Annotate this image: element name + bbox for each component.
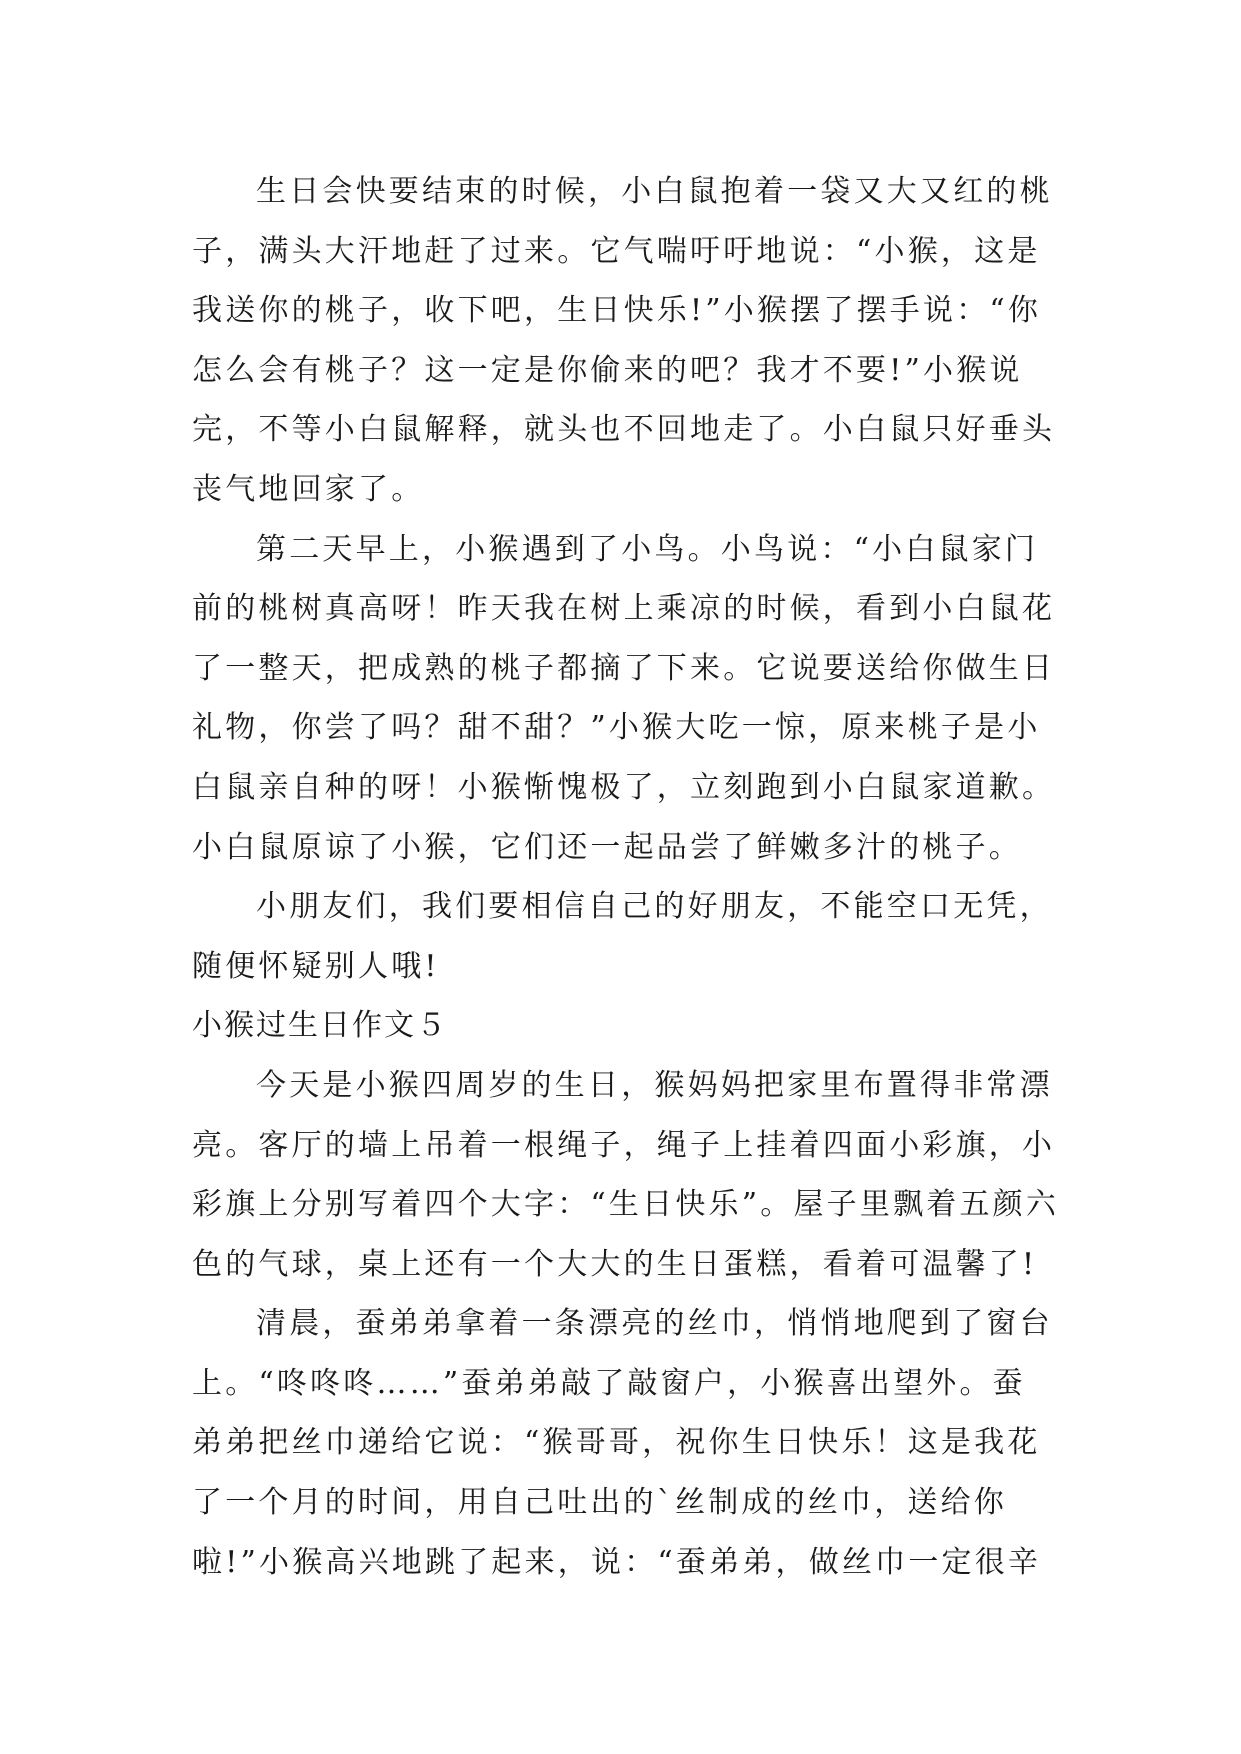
text-line: 子，满头大汗地赶了过来。它气喘吁吁地说：“小猴，这是	[192, 233, 1041, 269]
text-line: 第二天早上，小猴遇到了小鸟。小鸟说：“小白鼠家门	[256, 531, 1039, 567]
text-line: 我送你的桃子，收下吧，生日快乐!”小猴摆了摆手说：“你	[192, 293, 1042, 329]
text-line: 亮。客厅的墙上吊着一根绳子，绳子上挂着四面小彩旗，小	[192, 1127, 1056, 1163]
text-line: 啦!”小猴高兴地跳了起来，说：“蚕弟弟，做丝巾一定很辛	[192, 1544, 1042, 1580]
text-line: 弟弟把丝巾递给它说：“猴哥哥，祝你生日快乐！这是我花	[192, 1425, 1041, 1461]
section-heading: 小猴过生日作文５	[192, 1008, 448, 1044]
text-line: 色的气球，桌上还有一个大大的生日蛋糕，看着可温馨了!	[192, 1246, 1038, 1282]
text-line: 怎么会有桃子？这一定是你偷来的吧？我才不要!”小猴说	[192, 352, 1023, 388]
text-line: 生日会快要结束的时候，小白鼠抱着一袋又大又红的桃	[256, 174, 1053, 209]
text-line: 随便怀疑别人哦!	[192, 948, 440, 984]
text-line: 小朋友们，我们要相信自己的好朋友，不能空口无凭，	[256, 889, 1053, 925]
text-line: 清晨，蚕弟弟拿着一条漂亮的丝巾，悄悄地爬到了窗台	[256, 1306, 1053, 1342]
text-line: 上。“咚咚咚……”蚕弟弟敲了敲窗户，小猴喜出望外。蚕	[192, 1365, 1026, 1401]
text-line: 丧气地回家了。	[192, 471, 425, 507]
text-line: 了一整天，把成熟的桃子都摘了下来。它说要送给你做生日	[192, 650, 1056, 686]
text-line: 白鼠亲自种的呀！小猴惭愧极了，立刻跑到小白鼠家道歉。	[192, 769, 1056, 805]
text-line: 前的桃树真高呀！昨天我在树上乘凉的时候，看到小白鼠花	[192, 591, 1056, 627]
text-line: 小白鼠原谅了小猴，它们还一起品尝了鲜嫩多汁的桃子。	[192, 829, 1022, 865]
text-line: 今天是小猴四周岁的生日，猴妈妈把家里布置得非常漂	[256, 1067, 1053, 1103]
text-line: 礼物，你尝了吗？甜不甜？”小猴大吃一惊，原来桃子是小	[192, 710, 1041, 746]
text-line: 了一个月的时间，用自己吐出的`丝制成的丝巾，送给你	[192, 1485, 1007, 1521]
text-line: 彩旗上分别写着四个大字：“生日快乐”。屋子里飘着五颜六	[192, 1187, 1060, 1223]
document-body	[192, 162, 1072, 1592]
text-line: 完，不等小白鼠解释，就头也不回地走了。小白鼠只好垂头	[192, 412, 1056, 448]
